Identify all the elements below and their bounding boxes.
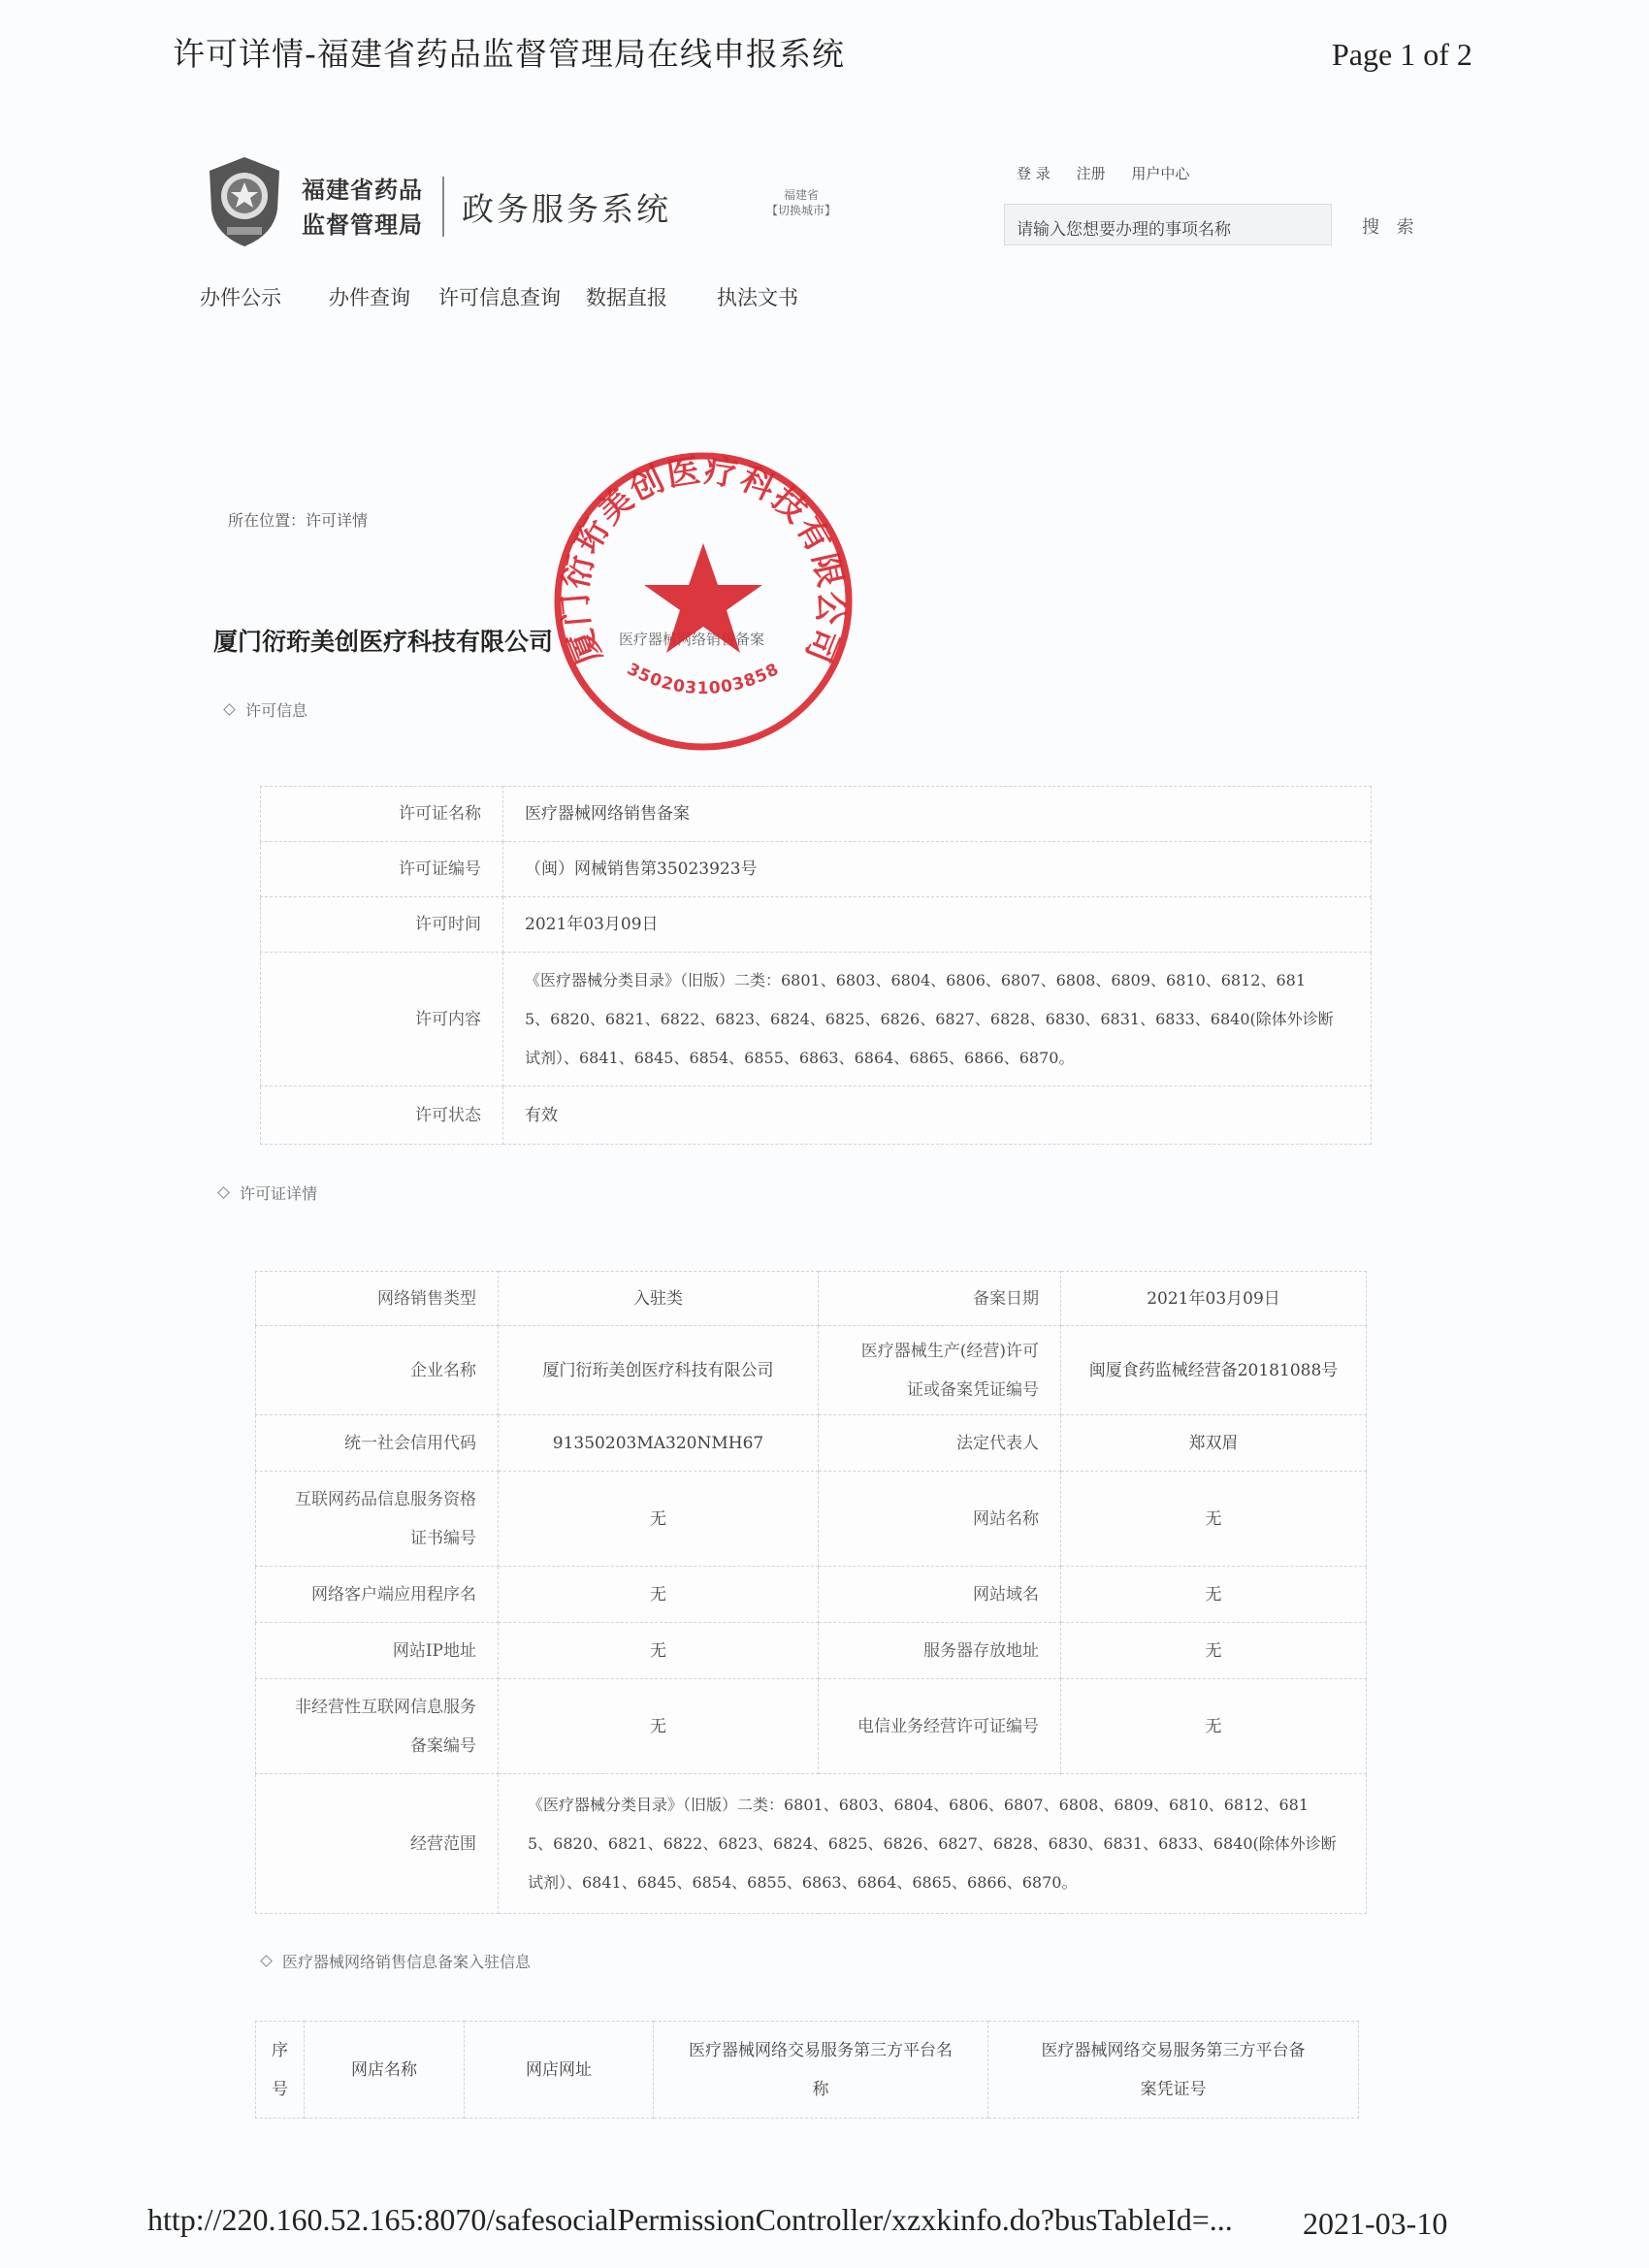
user-center-link[interactable]: 用户中心 [1131, 165, 1190, 182]
company-seal-stamp [543, 441, 863, 761]
table-row: 许可内容 《医疗器械分类目录》（旧版）二类：6801、6803、6804、6806、6807、6808、6809、6810、6812、681 5、6820、6821、6822、6823、6824、6825、6826、6827、6828、6830、6831、6833、6840(除体外诊断 试剂）、6841、6845、6854、6855、6863、6864、6865、6866、6870。 [261, 953, 1372, 1086]
permit-info-table [260, 786, 1372, 1145]
table-row: 许可证编号 （闽）网械销售第35023923号 [261, 842, 1372, 897]
print-header-title: 许可详情-福建省药品监督管理局在线申报系统 [173, 35, 845, 73]
breadcrumb: 所在位置：许可详情 [228, 511, 369, 530]
nav-item-data-report[interactable]: 数据直报 [586, 286, 667, 309]
register-link[interactable]: 注册 [1076, 165, 1106, 182]
footer-url: http://220.160.52.165:8070/safesocialPermissionController/xzxkinfo.do?busTableId=... [147, 2202, 1233, 2237]
table-row: 经营范围 《医疗器械分类目录》（旧版）二类：6801、6803、6804、6806、6807、6808、6809、6810、6812、681 5、6820、6821、6822、6823、6824、6825、6826、6827、6828、6830、6831、6833、6840(除体外诊断 试剂）、6841、6845、6854、6855、6863、6864、6865、6866、6870。 [256, 1774, 1367, 1914]
table-row: 互联网药品信息服务资格 证书编号 无 网站名称 无 [256, 1472, 1367, 1567]
table-row: 许可状态 有效 [261, 1086, 1372, 1145]
permit-type-tag: 医疗器械网络销售备案 [619, 631, 765, 648]
table-row: 网站IP地址 无 服务器存放地址 无 [256, 1623, 1367, 1679]
search-button[interactable]: 搜 索 [1362, 217, 1420, 238]
system-name: 政务服务系统 [462, 190, 671, 228]
org-name: 福建省药品 监督管理局 [302, 177, 423, 239]
page-number: Page 1 of 2 [1332, 37, 1472, 72]
section-permit-details: 许可证详情 [219, 1182, 317, 1204]
section-filing-info: 医疗器械网络销售信息备案入驻信息 [262, 1950, 531, 1972]
login-link[interactable]: 登 录 [1017, 165, 1051, 182]
city-switch[interactable]: 福建省 【切换城市】 [766, 188, 837, 217]
seal-ring-text: 厦门衍珩美创医疗科技有限公司 [556, 451, 851, 669]
table-row: 非经营性互联网信息服务 备案编号 无 电信业务经营许可证编号 无 [256, 1679, 1367, 1774]
diamond-icon [217, 1186, 230, 1199]
permit-details-table [255, 1271, 1367, 1914]
seal-number: 3502031003858 [624, 659, 783, 698]
table-row: 许可证名称 医疗器械网络销售备案 [261, 787, 1372, 842]
diamond-icon [223, 703, 236, 716]
table-row: 许可时间 2021年03月09日 [261, 897, 1372, 953]
top-links [1017, 163, 1211, 183]
table-header-row: 序 号 网店名称 网店网址 医疗器械网络交易服务第三方平台名 称 医疗器械网络交易服务第三方平台备 案凭证号 [256, 2022, 1359, 2119]
seal-star-icon [644, 543, 762, 653]
emblem-icon [202, 153, 287, 250]
table-row: 统一社会信用代码 91350203MA320NMH67 法定代表人 郑双眉 [256, 1415, 1367, 1472]
nav-item-case-query[interactable]: 办件查询 [329, 286, 410, 309]
logo-divider [442, 177, 444, 237]
svg-text:3502031003858 [624, 660, 783, 698]
table-row: 网络客户端应用程序名 无 网站域名 无 [256, 1567, 1367, 1623]
nav-item-enforcement[interactable]: 执法文书 [717, 286, 798, 309]
table-row: 网络销售类型 入驻类 备案日期 2021年03月09日 [256, 1272, 1367, 1326]
diamond-icon [260, 1955, 273, 1967]
nav-item-case-notice[interactable]: 办件公示 [200, 286, 281, 309]
table-row: 企业名称 厦门衍珩美创医疗科技有限公司 医疗器械生产(经营)许可 证或备案凭证编号 闽厦食药监械经营备20181088号 [256, 1326, 1367, 1415]
nav-item-permit-query[interactable]: 许可信息查询 [438, 286, 561, 309]
company-name: 厦门衍珩美创医疗科技有限公司 [213, 628, 554, 656]
filing-info-table [255, 2021, 1359, 2119]
search-input[interactable]: 请输入您想要办理的事项名称 [1004, 204, 1332, 245]
footer-date: 2021-03-10 [1303, 2206, 1448, 2241]
section-permit-info: 许可信息 [225, 698, 307, 721]
